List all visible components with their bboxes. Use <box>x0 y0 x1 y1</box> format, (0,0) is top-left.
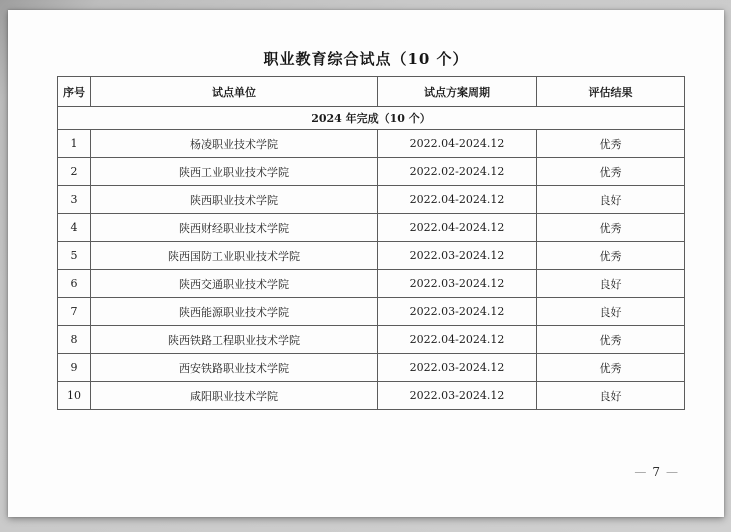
document-page <box>8 10 724 517</box>
result-cell: 良好 <box>537 270 685 298</box>
row-number-cell: 5 <box>58 242 91 270</box>
result-cell: 优秀 <box>537 214 685 242</box>
unit-cell: 陕西交通职业技术学院 <box>91 270 378 298</box>
result-cell: 优秀 <box>537 130 685 158</box>
row-number-cell: 4 <box>58 214 91 242</box>
result-cell: 优秀 <box>537 242 685 270</box>
column-header-unit: 试点单位 <box>91 77 378 107</box>
unit-cell: 西安铁路职业技术学院 <box>91 354 378 382</box>
row-number-cell: 10 <box>58 382 91 410</box>
table-row <box>58 382 685 410</box>
unit-cell: 杨凌职业技术学院 <box>91 130 378 158</box>
unit-cell: 陕西铁路工程职业技术学院 <box>91 326 378 354</box>
unit-cell: 陕西工业职业技术学院 <box>91 158 378 186</box>
result-cell: 优秀 <box>537 326 685 354</box>
column-header-period: 试点方案周期 <box>378 77 537 107</box>
unit-cell: 陕西财经职业技术学院 <box>91 214 378 242</box>
table-header-row <box>58 77 685 107</box>
result-cell: 良好 <box>537 186 685 214</box>
unit-cell: 陕西国防工业职业技术学院 <box>91 242 378 270</box>
row-number-cell: 7 <box>58 298 91 326</box>
row-number-cell: 1 <box>58 130 91 158</box>
unit-cell: 咸阳职业技术学院 <box>91 382 378 410</box>
table-section-row <box>58 107 685 130</box>
table-row <box>58 130 685 158</box>
result-cell: 良好 <box>537 298 685 326</box>
result-cell: 优秀 <box>537 158 685 186</box>
result-cell: 优秀 <box>537 354 685 382</box>
row-number-cell: 3 <box>58 186 91 214</box>
unit-cell: 陕西职业技术学院 <box>91 186 378 214</box>
period-cell: 2022.03-2024.12 <box>378 242 537 270</box>
table-row <box>58 354 685 382</box>
period-cell: 2022.03-2024.12 <box>378 298 537 326</box>
result-cell: 良好 <box>537 382 685 410</box>
period-cell: 2022.03-2024.12 <box>378 354 537 382</box>
table-row <box>58 242 685 270</box>
table-row <box>58 270 685 298</box>
unit-cell: 陕西能源职业技术学院 <box>91 298 378 326</box>
period-cell: 2022.03-2024.12 <box>378 270 537 298</box>
period-cell: 2022.04-2024.12 <box>378 186 537 214</box>
section-header-label: 2024 年完成（10 个） <box>58 107 685 130</box>
table-row <box>58 158 685 186</box>
page-number-dash-right: — <box>666 465 679 479</box>
page-number-dash-left: — <box>634 465 648 479</box>
pilot-program-table <box>57 76 685 410</box>
row-number-cell: 8 <box>58 326 91 354</box>
table-row <box>58 298 685 326</box>
table-row <box>58 186 685 214</box>
period-cell: 2022.03-2024.12 <box>378 382 537 410</box>
table-row <box>58 326 685 354</box>
row-number-cell: 6 <box>58 270 91 298</box>
column-header-number: 序号 <box>58 77 91 107</box>
row-number-cell: 9 <box>58 354 91 382</box>
table-row <box>58 214 685 242</box>
page-title: 职业教育综合试点（10 个） <box>263 50 469 68</box>
column-header-result: 评估结果 <box>537 77 685 107</box>
page-number <box>629 465 684 479</box>
page-number-value: 7 <box>652 465 661 479</box>
period-cell: 2022.04-2024.12 <box>378 130 537 158</box>
period-cell: 2022.04-2024.12 <box>378 214 537 242</box>
row-number-cell: 2 <box>58 158 91 186</box>
period-cell: 2022.04-2024.12 <box>378 326 537 354</box>
period-cell: 2022.02-2024.12 <box>378 158 537 186</box>
